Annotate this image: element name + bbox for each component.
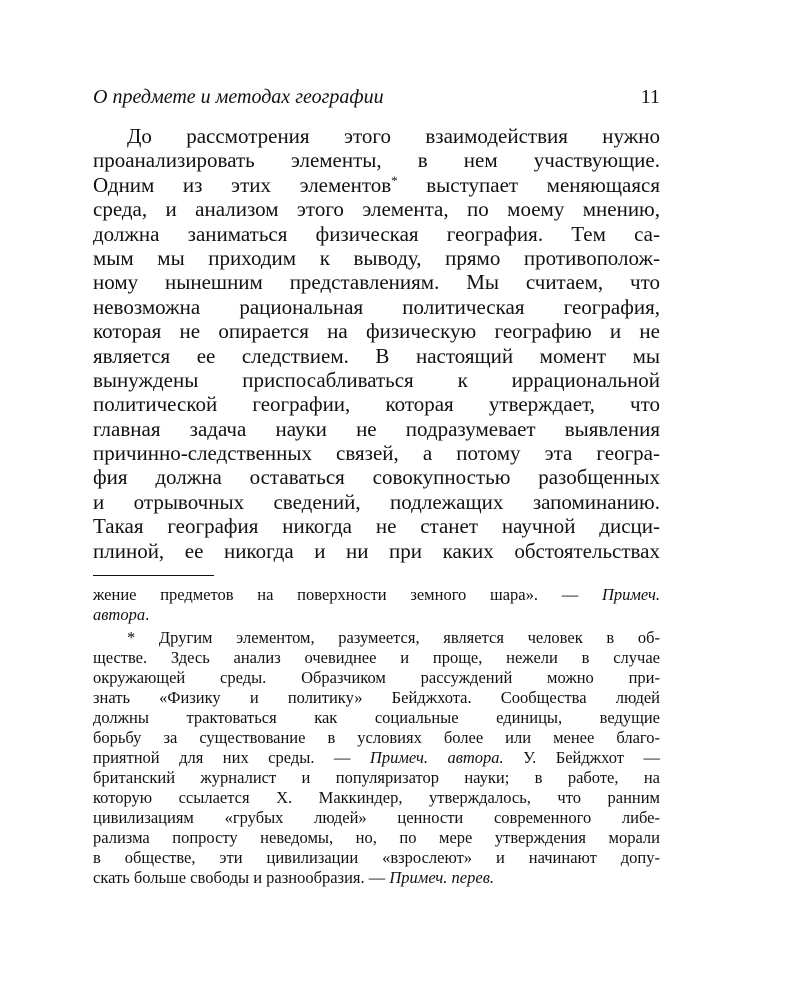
footnote-line: борьбу за существование в условиях более или менее благо- — [93, 728, 660, 747]
footnote-text: . — [145, 605, 150, 624]
footnote-text: скать больше свободы и разнообразия. — — [93, 868, 386, 887]
body-line: плиной, ее никогда и ни при каких обстоятельствах — [93, 538, 660, 563]
body-line — [93, 173, 660, 197]
footnote-note-label: автора — [93, 605, 146, 624]
footnote-line: цивилизациям «грубых людей» ценности современного либе- — [93, 808, 660, 827]
running-head — [93, 86, 660, 112]
footnote-line: британский журналист и популяризатор науки; в работе, на — [93, 768, 660, 787]
body-line: невозможна рациональная политическая география, — [93, 294, 660, 319]
footnote-line: рализма попросту неведомы, но, по мере утверждения морали — [93, 828, 660, 847]
body-line-part: Одним из этих элементов — [93, 172, 392, 197]
body-line: которая не опирается на физическую географию и не — [93, 319, 660, 344]
footnote-line — [93, 748, 660, 768]
footnote-line: знать «Физику и политику» Бейджхота. Сообщества людей — [93, 688, 660, 707]
footnote-divider — [93, 575, 214, 576]
running-title: О предмете и методах географии — [93, 86, 384, 108]
body-line: До рассмотрения этого взаимодействия нужно — [127, 124, 660, 148]
footnote-line: должны трактоваться как социальные единицы, ведущие — [93, 708, 660, 727]
body-line: причинно-следственных связей, а потому эта геогра- — [93, 441, 660, 466]
book-page — [93, 0, 660, 1000]
footnote-text: жение предметов на поверхности земного шара». — — [93, 585, 579, 604]
footnote-note-label: Примеч. автора. — [369, 748, 504, 767]
body-line: политической географии, которая утверждает, что — [93, 392, 660, 417]
body-line: Такая география никогда не станет научной дисци- — [93, 514, 660, 539]
footnotes — [93, 585, 660, 888]
body-line: ному нынешним представлениям. Мы считаем, что — [93, 270, 660, 295]
footnote-line — [93, 605, 660, 625]
footnote-line — [93, 585, 660, 605]
main-text — [93, 124, 660, 563]
footnote-note-label: Примеч. — [601, 585, 660, 604]
body-line-part: выступает меняющаяся — [426, 172, 660, 197]
body-line: вынуждены приспосабливаться к иррациональной — [93, 367, 660, 392]
footnote-text: У. Бейджхот — — [523, 748, 660, 767]
page-number: 11 — [640, 86, 660, 108]
body-line: проанализировать элементы, в нем участвующие. — [93, 148, 660, 173]
footnote-line: * Другим элементом, разумеется, является человек в об- — [127, 628, 660, 647]
footnote-note-label: Примеч. перев. — [389, 868, 494, 887]
body-line: среда, и анализом этого элемента, по моему мнению, — [93, 197, 660, 222]
footnote-line: окружающей среды. Образчиком рассуждений можно при- — [93, 668, 660, 687]
body-line: должна заниматься физическая география. Тем са- — [93, 221, 660, 246]
footnote-marker: * — [391, 172, 398, 188]
footnote-line: ществе. Здесь анализ очевиднее и проще, нежели в случае — [93, 648, 660, 667]
body-line: мым мы приходим к выводу, прямо противополож- — [93, 245, 660, 270]
body-line: главная задача науки не подразумевает выявления — [93, 416, 660, 441]
footnote-text: приятной для них среды. — — [93, 748, 351, 767]
body-line: является ее следствием. В настоящий момент мы — [93, 343, 660, 368]
footnote-line: в обществе, эти цивилизации «взрослеют» и начинают допу- — [93, 848, 660, 867]
body-line: и отрывочных сведений, подлежащих запоминанию. — [93, 489, 660, 514]
footnote-line: которую ссылается Х. Маккиндер, утверждалось, что ранним — [93, 788, 660, 807]
footnote-line — [93, 868, 660, 888]
body-line: фия должна оставаться совокупностью разобщенных — [93, 465, 660, 490]
